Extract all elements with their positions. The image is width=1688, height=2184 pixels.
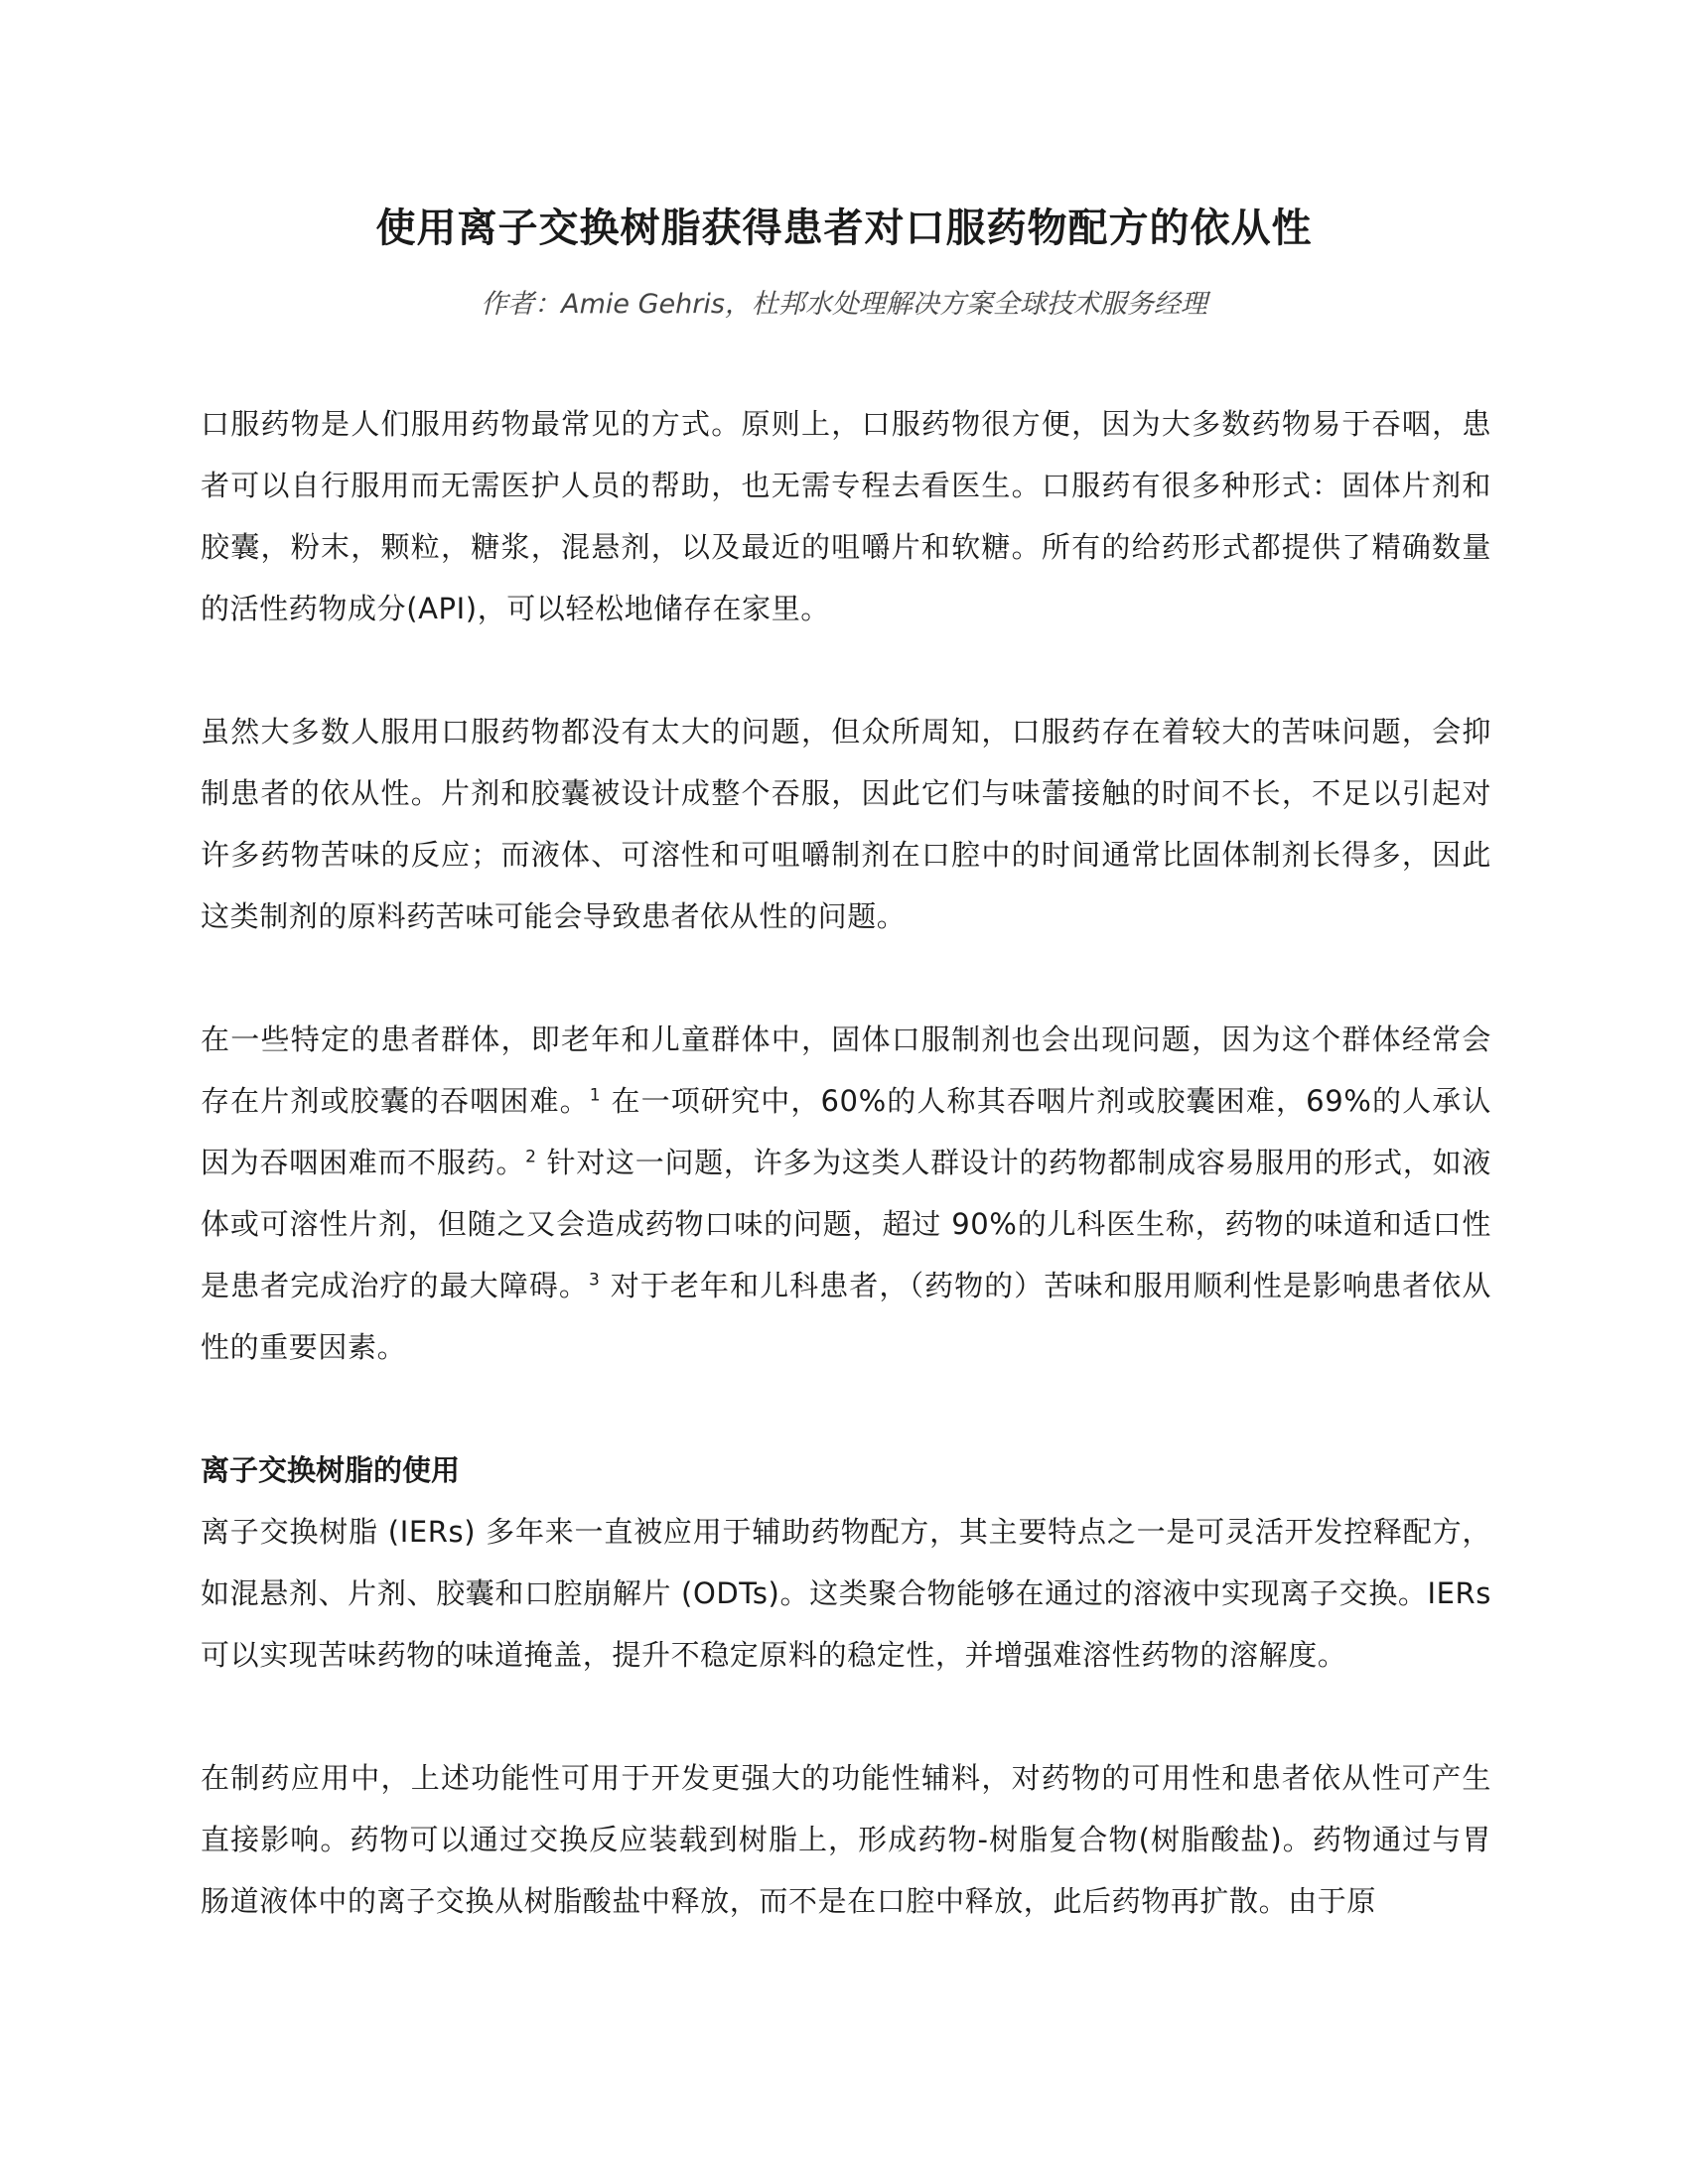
footnote-ref-2: 2 [525, 1147, 537, 1167]
footnote-ref-1: 1 [589, 1085, 602, 1106]
paragraph-text: 在一项研究中，60%的人称其吞咽片剂或胶囊困难，69%的人承认因为吞咽困难而不服药。 [201, 1084, 1491, 1179]
document-body [201, 393, 1491, 1932]
author-byline: 作者：Amie Gehris，杜邦水处理解决方案全球技术服务经理 [481, 289, 1207, 320]
paragraph-text: 针对这一问题，许多为这类人群设计的药物都制成容易服用的形式，如液体或可溶性片剂，但随之又会造成药物口味的问题，超过 90%的儿科医生称，药物的味道和适口性是患者完成治疗的最大障碍。 [201, 1146, 1491, 1302]
paragraph-oral-medication: 口服药物是人们服用药物最常见的方式。原则上，口服药物很方便，因为大多数药物易于吞咽，患者可以自行服用而无需医护人员的帮助，也无需专程去看医生。口服药有很多种形式：固体片剂和胶囊，粉末，颗粒，糖浆，混悬剂，以及最近的咀嚼片和软糖。所有的给药形式都提供了精确数量的活性药物成分(API)，可以轻松地储存在家里。 [201, 407, 1491, 625]
footnote-ref-3: 3 [588, 1270, 601, 1291]
section-heading: 离子交换树脂的使用 [201, 1453, 461, 1487]
paragraph-bitter-taste: 虽然大多数人服用口服药物都没有太大的问题，但众所周知，口服药存在着较大的苦味问题，会抑制患者的依从性。片剂和胶囊被设计成整个吞服，因此它们与味蕾接触的时间不长，不足以引起对许多药物苦味的反应；而液体、可溶性和可咀嚼制剂在口腔中的时间通常比固体制剂长得多，因此这类制剂的原料药苦味可能会导致患者依从性的问题。 [201, 715, 1491, 933]
paragraph-text: 在一些特定的患者群体，即老年和儿童群体中，固体口服制剂也会出现问题，因为这个群体经常会存在片剂或胶囊的吞咽困难。 [201, 1023, 1491, 1118]
paragraph-ier-pharma: 在制药应用中，上述功能性可用于开发更强大的功能性辅料，对药物的可用性和患者依从性可产生直接影响。药物可以通过交换反应装载到树脂上，形成药物-树脂复合物(树脂酸盐)。药物通过与胃肠道液体中的离子交换从树脂酸盐中释放，而不是在口腔中释放，此后药物再扩散。由于原 [201, 1761, 1491, 1918]
paragraph-text: 对于老年和儿科患者，（药物的）苦味和服用顺利性是影响患者依从性的重要因素。 [201, 1269, 1491, 1364]
paragraph-patient-groups [201, 1009, 1491, 1378]
document-title: 使用离子交换树脂获得患者对口服药物配方的依从性 [375, 205, 1313, 251]
paragraph-ier-intro: 离子交换树脂 (IERs) 多年来一直被应用于辅助药物配方，其主要特点之一是可灵活开发控释配方，如混悬剂、片剂、胶囊和口腔崩解片 (ODTs)。这类聚合物能够在通过的溶液中实现离子交换。IERs 可以实现苦味药物的味道掩盖，提升不稳定原料的稳定性，并增强难溶性药物的溶解度。 [201, 1515, 1491, 1672]
